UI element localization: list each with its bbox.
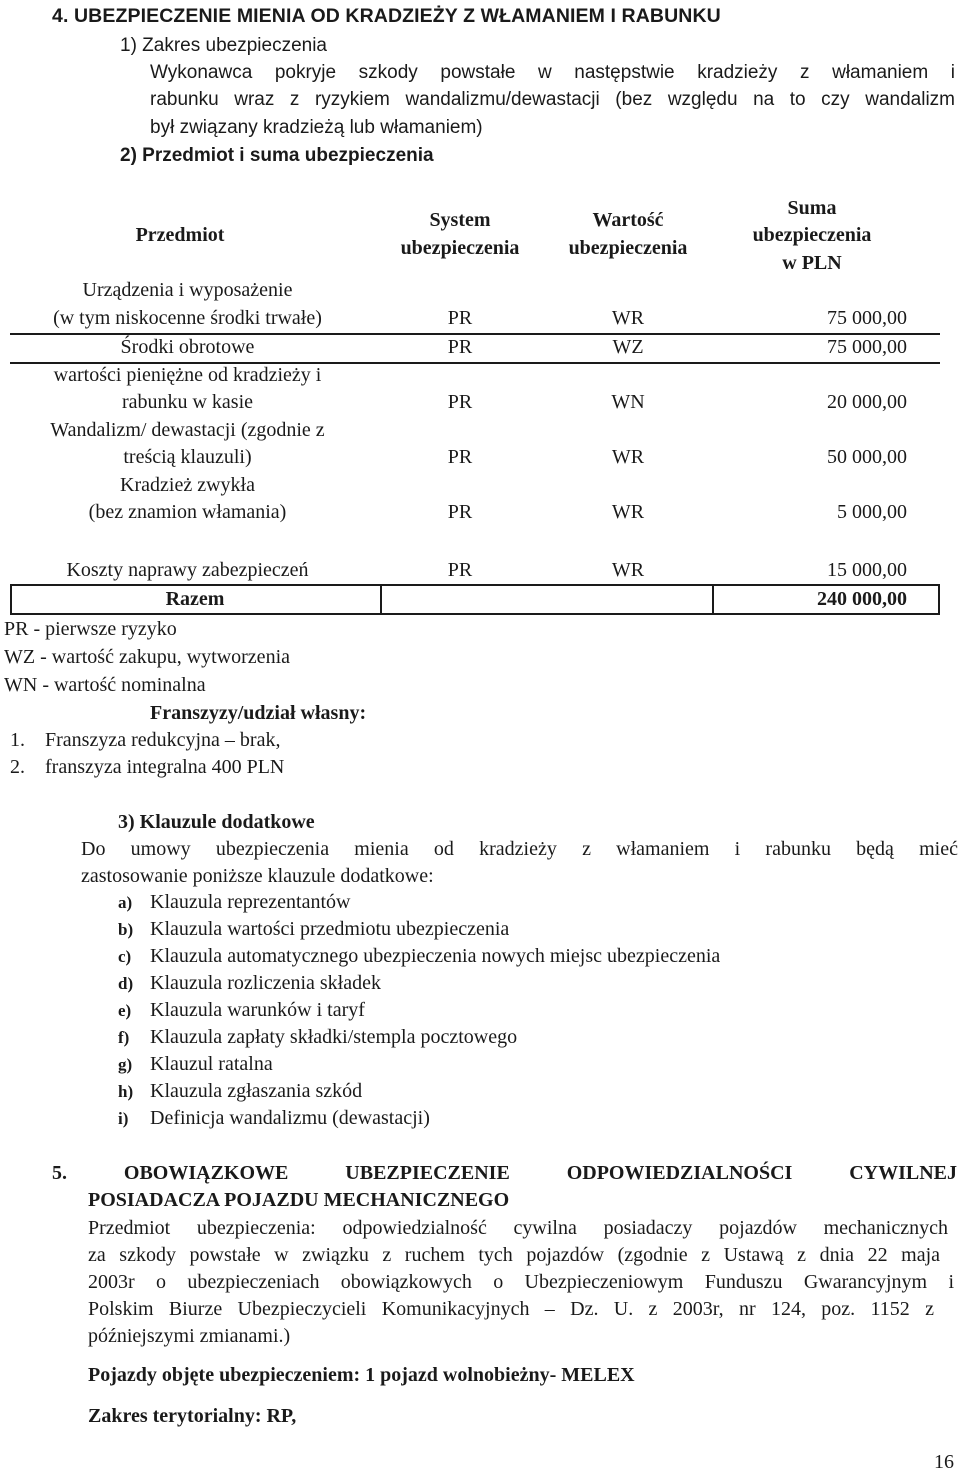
- section-5-body-line-4: Polskim Biurze Ubezpieczycieli Komunikacyjnych – Dz. U. z 2003r, nr 124, poz. 1152 z: [88, 1298, 934, 1320]
- clause-h-letter: h): [118, 1082, 134, 1101]
- sub1-line-1: Wykonawca pokryje szkody powstałe w następstwie kradzieży z włamaniem i: [150, 62, 955, 83]
- clause-b: Klauzula wartości przedmiotu ubezpieczenia: [150, 918, 510, 940]
- section-5-title-line-2: POSIADACZA POJAZDU MECHANICZNEGO: [88, 1189, 510, 1211]
- header-przedmiot: Przedmiot: [135, 224, 225, 246]
- vehicles-covered: Pojazdy objęte ubezpieczeniem: 1 pojazd wolnobieżny- MELEX: [88, 1364, 635, 1386]
- row-6-system: PR: [447, 559, 473, 581]
- row-2-wartosc: WZ: [612, 336, 644, 358]
- clause-e: Klauzula warunków i taryf: [150, 999, 365, 1021]
- total-row-bottom-border: [10, 613, 940, 615]
- total-label: Razem: [165, 588, 225, 610]
- row-6-wartosc: WR: [611, 559, 645, 581]
- header-system-line-2: ubezpieczenia: [400, 237, 520, 259]
- clause-a-letter: a): [118, 893, 133, 912]
- franszyza-heading: Franszyzy/udział własny:: [150, 702, 367, 724]
- legend-wz: WZ - wartość zakupu, wytworzenia: [4, 646, 290, 668]
- row-3-suma: 20 000,00: [827, 391, 907, 413]
- subsection-2-heading: 2) Przedmiot i suma ubezpieczenia: [120, 145, 434, 166]
- franszyza-item-2-num: 2.: [10, 756, 25, 778]
- subsection-1-heading-text: 1) Zakres ubezpieczenia: [120, 35, 327, 56]
- franszyza-item-2: franszyza integralna 400 PLN: [45, 756, 285, 778]
- section-5-body-line-2: za szkody powstałe w związku z ruchem tych pojazdów (zgodnie z Ustawą z dnia 22 maja: [88, 1244, 940, 1266]
- clause-i-letter: i): [118, 1109, 129, 1128]
- clause-e-letter: e): [118, 1001, 132, 1020]
- row-1-wartosc: WR: [611, 307, 645, 329]
- clause-c: Klauzula automatycznego ubezpieczenia nowych miejsc ubezpieczenia: [150, 945, 721, 967]
- row-3-name-line-1: wartości pieniężne od kradzieży i: [53, 364, 322, 386]
- row-5-name-line-1: Kradzież zwykła: [120, 474, 255, 496]
- header-system-line-1: System: [429, 209, 491, 231]
- legend-wn: WN - wartość nominalna: [4, 674, 206, 696]
- clause-i: Definicja wandalizmu (dewastacji): [150, 1107, 430, 1129]
- clause-g: Klauzul ratalna: [150, 1053, 273, 1075]
- sub3-intro-line-1: Do umowy ubezpieczenia mienia od kradzieży z włamaniem i rabunku będą mieć: [81, 838, 958, 860]
- header-suma-line-1: Suma: [787, 197, 837, 219]
- subsection-3-heading: 3) Klauzule dodatkowe: [118, 811, 315, 833]
- row-6-suma: 15 000,00: [827, 559, 907, 581]
- row-4-name-line-1: Wandalizm/ dewastacji (zgodnie z: [50, 419, 325, 441]
- legend-pr: PR - pierwsze ryzyko: [4, 618, 177, 640]
- row-1-name-line-1: Urządzenia i wyposażenie: [82, 279, 293, 301]
- row-3-wartosc: WN: [611, 391, 645, 413]
- table-divider: [10, 333, 940, 335]
- row-5-wartosc: WR: [611, 501, 645, 523]
- sub1-line-3: był związany kradzieżą lub włamaniem): [150, 117, 483, 138]
- section-5-body-line-3: 2003r o ubezpieczeniach obowiązkowych o Ubezpieczeniowym Funduszu Gwarancyjnym i: [88, 1271, 954, 1293]
- row-2-suma: 75 000,00: [827, 336, 907, 358]
- clause-h: Klauzula zgłaszania szkód: [150, 1080, 363, 1102]
- row-6-name: Koszty naprawy zabezpieczeń: [66, 559, 309, 581]
- total-row-divider: [380, 584, 382, 615]
- clause-c-letter: c): [118, 947, 132, 966]
- row-4-system: PR: [447, 446, 473, 468]
- section-4-title: 4. UBEZPIECZENIE MIENIA OD KRADZIEŻY Z WŁAMANIEM I RABUNKU: [52, 5, 721, 27]
- sub3-intro-line-2: zastosowanie poniższe klauzule dodatkowe:: [81, 865, 434, 887]
- clause-d-letter: d): [118, 974, 134, 993]
- row-2-name: Środki obrotowe: [120, 336, 255, 358]
- clause-f-letter: f): [118, 1028, 130, 1047]
- territorial-scope: Zakres terytorialny: RP,: [88, 1405, 297, 1427]
- row-5-suma: 5 000,00: [837, 501, 907, 523]
- row-5-name-line-2: (bez znamion włamania): [88, 501, 287, 523]
- clause-a: Klauzula reprezentantów: [150, 891, 351, 913]
- row-2-system: PR: [447, 336, 473, 358]
- section-5-body-line-5: późniejszymi zmianami.): [88, 1325, 291, 1347]
- row-3-system: PR: [447, 391, 473, 413]
- row-4-wartosc: WR: [611, 446, 645, 468]
- row-3-name-line-2: rabunku w kasie: [121, 391, 254, 413]
- header-wartosc-line-1: Wartość: [592, 209, 664, 231]
- sub1-line-2: rabunku wraz z ryzykiem wandalizmu/dewastacji (bez względu na to czy wandalizm: [150, 89, 955, 110]
- total-row-divider: [712, 584, 714, 615]
- row-1-name-line-2: (w tym niskocenne środki trwałe): [53, 307, 322, 329]
- row-5-system: PR: [447, 501, 473, 523]
- row-4-name-line-2: treścią klauzuli): [123, 446, 252, 468]
- subsection-1-heading: [120, 36, 327, 55]
- total-row-right-border: [938, 584, 940, 615]
- section-5-title-line-1: 5. OBOWIĄZKOWE UBEZPIECZENIE ODPOWIEDZIALNOŚCI CYWILNEJ: [52, 1162, 957, 1184]
- row-4-suma: 50 000,00: [827, 446, 907, 468]
- page-number: 16: [934, 1451, 954, 1473]
- clause-b-letter: b): [118, 920, 134, 939]
- clause-g-letter: g): [118, 1055, 133, 1074]
- clause-f: Klauzula zapłaty składki/stempla pocztowego: [150, 1026, 518, 1048]
- header-wartosc-line-2: ubezpieczenia: [568, 237, 688, 259]
- header-suma-line-3: w PLN: [782, 252, 842, 274]
- franszyza-item-1: Franszyza redukcyjna – brak,: [45, 729, 281, 751]
- row-1-suma: 75 000,00: [827, 307, 907, 329]
- section-5-body-line-1: Przedmiot ubezpieczenia: odpowiedzialność cywilna posiadaczy pojazdów mechanicznych: [88, 1217, 948, 1239]
- header-suma-line-2: ubezpieczenia: [752, 224, 872, 246]
- clause-d: Klauzula rozliczenia składek: [150, 972, 381, 994]
- row-1-system: PR: [447, 307, 473, 329]
- total-row-top-border: [10, 584, 940, 586]
- franszyza-item-1-num: 1.: [10, 729, 25, 751]
- total-value: 240 000,00: [817, 588, 907, 610]
